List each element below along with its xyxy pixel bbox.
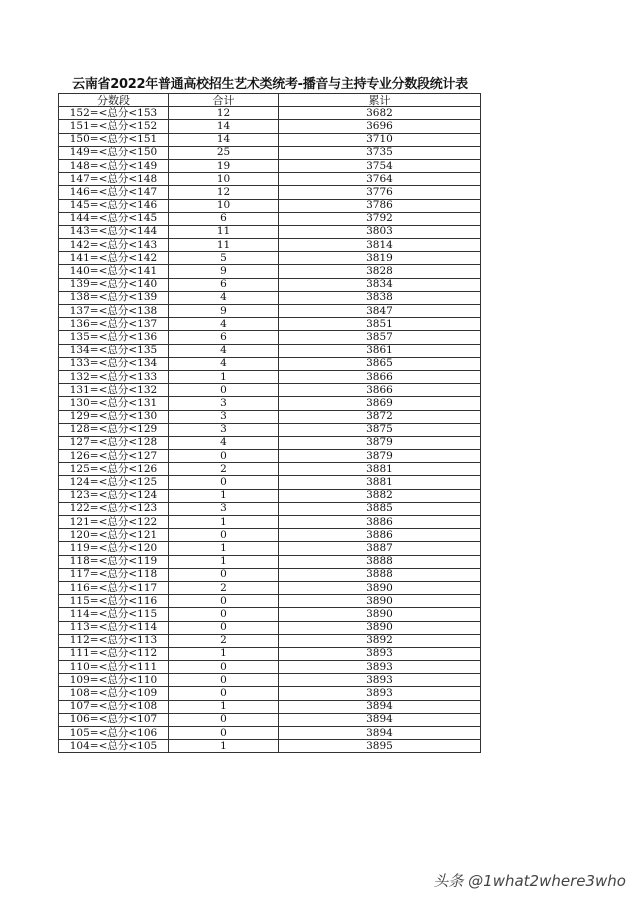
table-title: 云南省2022年普通高校招生艺术类统考-播音与主持专业分数段统计表 <box>72 77 468 92</box>
cumulative-cell: 3875 <box>279 423 481 436</box>
count-cell: 6 <box>169 331 279 344</box>
cumulative-cell: 3890 <box>279 608 481 621</box>
table-row <box>59 120 481 133</box>
count-cell: 2 <box>169 463 279 476</box>
score-range-cell: 136=<总分<137 <box>59 318 169 331</box>
count-cell: 3 <box>169 397 279 410</box>
score-range-cell: 139=<总分<140 <box>59 278 169 291</box>
score-range-cell: 144=<总分<145 <box>59 212 169 225</box>
count-cell: 4 <box>169 344 279 357</box>
cumulative-cell: 3872 <box>279 410 481 423</box>
score-range-cell: 135=<总分<136 <box>59 331 169 344</box>
score-range-cell: 120=<总分<121 <box>59 529 169 542</box>
score-range-cell: 142=<总分<143 <box>59 239 169 252</box>
cumulative-cell: 3893 <box>279 674 481 687</box>
count-cell: 0 <box>169 384 279 397</box>
cumulative-cell: 3735 <box>279 146 481 159</box>
table-row <box>59 146 481 159</box>
count-cell: 6 <box>169 212 279 225</box>
count-cell: 1 <box>169 489 279 502</box>
count-cell: 5 <box>169 252 279 265</box>
score-range-cell: 152=<总分<153 <box>59 107 169 120</box>
score-range-cell: 109=<总分<110 <box>59 674 169 687</box>
header-score-range: 分数段 <box>59 94 169 107</box>
score-range-cell: 110=<总分<111 <box>59 661 169 674</box>
table-row <box>59 225 481 238</box>
cumulative-cell: 3879 <box>279 436 481 449</box>
score-range-cell: 117=<总分<118 <box>59 568 169 581</box>
cumulative-cell: 3803 <box>279 225 481 238</box>
table-row <box>59 608 481 621</box>
table-row <box>59 529 481 542</box>
table-row <box>59 318 481 331</box>
cumulative-cell: 3888 <box>279 555 481 568</box>
count-cell: 0 <box>169 608 279 621</box>
count-cell: 0 <box>169 687 279 700</box>
count-cell: 12 <box>169 107 279 120</box>
count-cell: 4 <box>169 318 279 331</box>
count-cell: 10 <box>169 199 279 212</box>
table-row <box>59 476 481 489</box>
score-range-cell: 134=<总分<135 <box>59 344 169 357</box>
cumulative-cell: 3857 <box>279 331 481 344</box>
table-row <box>59 581 481 594</box>
cumulative-cell: 3892 <box>279 634 481 647</box>
table-row <box>59 595 481 608</box>
score-range-cell: 124=<总分<125 <box>59 476 169 489</box>
table-row <box>59 278 481 291</box>
count-cell: 4 <box>169 436 279 449</box>
header-cumulative: 累计 <box>279 94 481 107</box>
score-range-cell: 131=<总分<132 <box>59 384 169 397</box>
table-row <box>59 450 481 463</box>
table-row <box>59 687 481 700</box>
score-range-cell: 129=<总分<130 <box>59 410 169 423</box>
table-row <box>59 647 481 660</box>
score-range-cell: 137=<总分<138 <box>59 305 169 318</box>
table-row <box>59 436 481 449</box>
score-range-cell: 143=<总分<144 <box>59 225 169 238</box>
table-header-row <box>59 94 481 107</box>
cumulative-cell: 3754 <box>279 159 481 172</box>
table-row <box>59 107 481 120</box>
table-row <box>59 305 481 318</box>
score-range-cell: 127=<总分<128 <box>59 436 169 449</box>
score-range-cell: 150=<总分<151 <box>59 133 169 146</box>
cumulative-cell: 3696 <box>279 120 481 133</box>
score-range-cell: 133=<总分<134 <box>59 357 169 370</box>
table-row <box>59 344 481 357</box>
cumulative-cell: 3890 <box>279 581 481 594</box>
score-distribution-table <box>58 93 481 753</box>
table-row <box>59 357 481 370</box>
table-body <box>59 107 481 753</box>
count-cell: 0 <box>169 727 279 740</box>
score-range-cell: 145=<总分<146 <box>59 199 169 212</box>
score-range-cell: 108=<总分<109 <box>59 687 169 700</box>
table-row <box>59 291 481 304</box>
count-cell: 10 <box>169 173 279 186</box>
cumulative-cell: 3828 <box>279 265 481 278</box>
cumulative-cell: 3776 <box>279 186 481 199</box>
cumulative-cell: 3893 <box>279 661 481 674</box>
score-range-cell: 115=<总分<116 <box>59 595 169 608</box>
table-row <box>59 489 481 502</box>
count-cell: 14 <box>169 120 279 133</box>
count-cell: 25 <box>169 146 279 159</box>
table-row <box>59 463 481 476</box>
score-range-cell: 112=<总分<113 <box>59 634 169 647</box>
cumulative-cell: 3847 <box>279 305 481 318</box>
count-cell: 0 <box>169 476 279 489</box>
watermark-text: 头条 @1what2where3who <box>433 872 626 890</box>
table-row <box>59 199 481 212</box>
score-range-cell: 148=<总分<149 <box>59 159 169 172</box>
count-cell: 19 <box>169 159 279 172</box>
score-range-cell: 113=<总分<114 <box>59 621 169 634</box>
cumulative-cell: 3792 <box>279 212 481 225</box>
score-range-cell: 149=<总分<150 <box>59 146 169 159</box>
count-cell: 1 <box>169 555 279 568</box>
table-row <box>59 674 481 687</box>
table-row <box>59 159 481 172</box>
score-range-cell: 132=<总分<133 <box>59 370 169 383</box>
score-range-cell: 104=<总分<105 <box>59 740 169 753</box>
score-range-cell: 141=<总分<142 <box>59 252 169 265</box>
count-cell: 11 <box>169 225 279 238</box>
cumulative-cell: 3869 <box>279 397 481 410</box>
score-range-cell: 118=<总分<119 <box>59 555 169 568</box>
count-cell: 6 <box>169 278 279 291</box>
score-range-cell: 111=<总分<112 <box>59 647 169 660</box>
count-cell: 3 <box>169 423 279 436</box>
cumulative-cell: 3879 <box>279 450 481 463</box>
cumulative-cell: 3786 <box>279 199 481 212</box>
count-cell: 14 <box>169 133 279 146</box>
table-row <box>59 542 481 555</box>
count-cell: 0 <box>169 568 279 581</box>
table-row <box>59 186 481 199</box>
score-range-cell: 116=<总分<117 <box>59 581 169 594</box>
cumulative-cell: 3814 <box>279 239 481 252</box>
cumulative-cell: 3682 <box>279 107 481 120</box>
cumulative-cell: 3866 <box>279 370 481 383</box>
count-cell: 0 <box>169 450 279 463</box>
cumulative-cell: 3834 <box>279 278 481 291</box>
score-range-cell: 128=<总分<129 <box>59 423 169 436</box>
cumulative-cell: 3764 <box>279 173 481 186</box>
cumulative-cell: 3819 <box>279 252 481 265</box>
table-row <box>59 727 481 740</box>
score-range-cell: 114=<总分<115 <box>59 608 169 621</box>
count-cell: 2 <box>169 634 279 647</box>
cumulative-cell: 3895 <box>279 740 481 753</box>
count-cell: 0 <box>169 713 279 726</box>
cumulative-cell: 3890 <box>279 621 481 634</box>
cumulative-cell: 3894 <box>279 727 481 740</box>
table-row <box>59 555 481 568</box>
table-row <box>59 423 481 436</box>
score-range-cell: 125=<总分<126 <box>59 463 169 476</box>
table-row <box>59 621 481 634</box>
cumulative-cell: 3887 <box>279 542 481 555</box>
count-cell: 12 <box>169 186 279 199</box>
cumulative-cell: 3881 <box>279 476 481 489</box>
cumulative-cell: 3888 <box>279 568 481 581</box>
count-cell: 11 <box>169 239 279 252</box>
table-row <box>59 740 481 753</box>
cumulative-cell: 3838 <box>279 291 481 304</box>
table-row <box>59 133 481 146</box>
count-cell: 9 <box>169 305 279 318</box>
score-range-cell: 146=<总分<147 <box>59 186 169 199</box>
count-cell: 4 <box>169 357 279 370</box>
cumulative-cell: 3894 <box>279 713 481 726</box>
score-range-cell: 105=<总分<106 <box>59 727 169 740</box>
count-cell: 1 <box>169 516 279 529</box>
count-cell: 4 <box>169 291 279 304</box>
table-row <box>59 331 481 344</box>
count-cell: 9 <box>169 265 279 278</box>
score-range-cell: 140=<总分<141 <box>59 265 169 278</box>
count-cell: 0 <box>169 674 279 687</box>
table-row <box>59 212 481 225</box>
table-row <box>59 700 481 713</box>
count-cell: 0 <box>169 595 279 608</box>
table-row <box>59 661 481 674</box>
score-range-cell: 107=<总分<108 <box>59 700 169 713</box>
cumulative-cell: 3894 <box>279 700 481 713</box>
cumulative-cell: 3866 <box>279 384 481 397</box>
cumulative-cell: 3893 <box>279 687 481 700</box>
count-cell: 3 <box>169 502 279 515</box>
score-range-cell: 106=<总分<107 <box>59 713 169 726</box>
cumulative-cell: 3886 <box>279 516 481 529</box>
score-range-cell: 121=<总分<122 <box>59 516 169 529</box>
score-range-cell: 126=<总分<127 <box>59 450 169 463</box>
table-row <box>59 502 481 515</box>
cumulative-cell: 3710 <box>279 133 481 146</box>
header-count: 合计 <box>169 94 279 107</box>
score-range-cell: 151=<总分<152 <box>59 120 169 133</box>
table-row <box>59 634 481 647</box>
count-cell: 2 <box>169 581 279 594</box>
cumulative-cell: 3890 <box>279 595 481 608</box>
table-row <box>59 397 481 410</box>
score-range-cell: 122=<总分<123 <box>59 502 169 515</box>
count-cell: 1 <box>169 700 279 713</box>
cumulative-cell: 3885 <box>279 502 481 515</box>
table-row <box>59 252 481 265</box>
score-range-cell: 138=<总分<139 <box>59 291 169 304</box>
count-cell: 0 <box>169 621 279 634</box>
table-row <box>59 568 481 581</box>
cumulative-cell: 3881 <box>279 463 481 476</box>
cumulative-cell: 3893 <box>279 647 481 660</box>
count-cell: 1 <box>169 542 279 555</box>
table-row <box>59 265 481 278</box>
score-range-cell: 130=<总分<131 <box>59 397 169 410</box>
score-range-cell: 123=<总分<124 <box>59 489 169 502</box>
table-row <box>59 173 481 186</box>
count-cell: 0 <box>169 661 279 674</box>
cumulative-cell: 3851 <box>279 318 481 331</box>
table-row <box>59 370 481 383</box>
cumulative-cell: 3861 <box>279 344 481 357</box>
table-row <box>59 384 481 397</box>
table-row <box>59 410 481 423</box>
count-cell: 0 <box>169 529 279 542</box>
count-cell: 1 <box>169 740 279 753</box>
table-row <box>59 713 481 726</box>
cumulative-cell: 3882 <box>279 489 481 502</box>
score-range-cell: 147=<总分<148 <box>59 173 169 186</box>
count-cell: 1 <box>169 370 279 383</box>
table-row <box>59 516 481 529</box>
score-range-cell: 119=<总分<120 <box>59 542 169 555</box>
table-row <box>59 239 481 252</box>
cumulative-cell: 3865 <box>279 357 481 370</box>
cumulative-cell: 3886 <box>279 529 481 542</box>
count-cell: 1 <box>169 647 279 660</box>
count-cell: 3 <box>169 410 279 423</box>
